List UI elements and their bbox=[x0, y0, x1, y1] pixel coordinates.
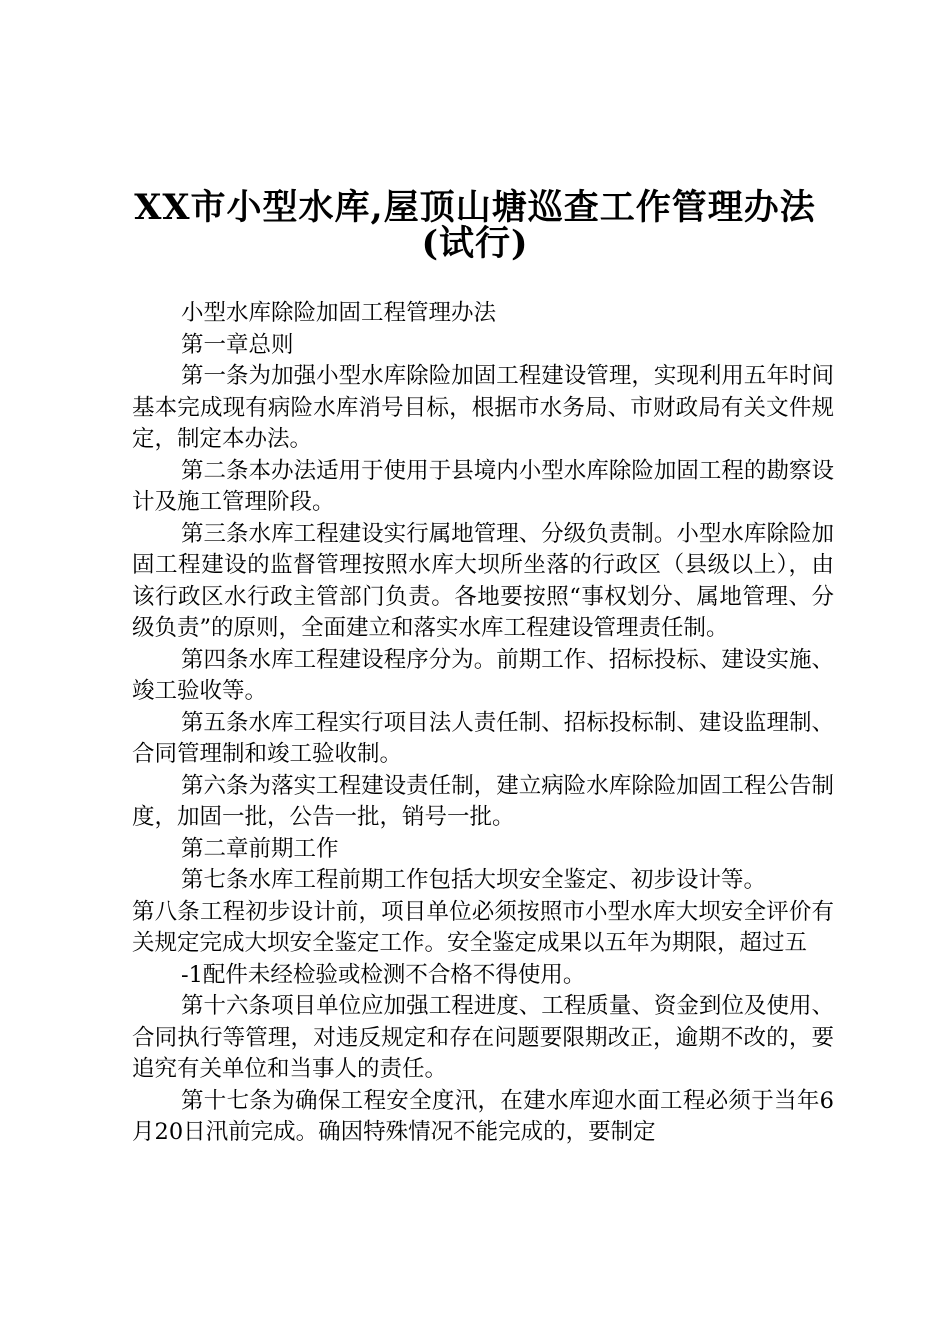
article-paragraph: 第六条为落实工程建设责任制，建立病险水库除险加固工程公告制度，加固一批，公告一批，销号一批。 bbox=[132, 772, 834, 830]
chapter-heading: 第一章总则 bbox=[181, 331, 294, 358]
article-paragraph: -1配件未经检验或检测不合格不得使用。 bbox=[181, 961, 586, 988]
article-paragraph: 第三条水库工程建设实行属地管理、分级负责制。小型水库除险加固工程建设的监督管理按照水库大坝所坐落的行政区（县级以上），由该行政区水行政主管部门负责。各地要按照“事权划分、属地管理、分级负责”的原则，全面建立和落实水库工程建设管理责任制。 bbox=[132, 520, 834, 641]
article-paragraph: 第五条水库工程实行项目法人责任制、招标投标制、建设监理制、合同管理制和竣工验收制。 bbox=[132, 709, 834, 767]
article-paragraph: 第十六条项目单位应加强工程进度、工程质量、资金到位及使用、合同执行等管理，对违反规定和存在问题要限期改正，逾期不改的，要追究有关单位和当事人的责任。 bbox=[132, 993, 834, 1082]
article-paragraph: 第四条水库工程建设程序分为。前期工作、招标投标、建设实施、竣工验收等。 bbox=[132, 646, 834, 704]
paragraph-heading: 小型水库除险加固工程管理办法 bbox=[181, 300, 497, 326]
article-paragraph: 第七条水库工程前期工作包括大坝安全鉴定、初步设计等。 bbox=[181, 867, 767, 893]
chapter-heading: 第二章前期工作 bbox=[181, 835, 339, 862]
document-title: XX市小型水库,屋顶山塘巡查工作管理办法 bbox=[134, 187, 816, 228]
document-title-subtitle: (试行) bbox=[421, 223, 529, 264]
article-paragraph: 第八条工程初步设计前，项目单位必须按照市小型水库大坝安全评价有关规定完成大坝安全鉴定工作。安全鉴定成果以五年为期限，超过五 bbox=[132, 898, 834, 956]
article-paragraph: 第十七条为确保工程安全度汛，在建水库迎水面工程必须于当年6月20日汛前完成。确因特殊情况不能完成的，要制定 bbox=[132, 1087, 834, 1145]
article-paragraph: 第一条为加强小型水库除险加固工程建设管理，实现利用五年时间基本完成现有病险水库消号目标，根据市水务局、市财政局有关文件规定，制定本办法。 bbox=[132, 363, 834, 452]
article-paragraph: 第二条本办法适用于使用于县境内小型水库除险加固工程的勘察设计及施工管理阶段。 bbox=[132, 457, 834, 515]
document-body bbox=[132, 298, 834, 1149]
